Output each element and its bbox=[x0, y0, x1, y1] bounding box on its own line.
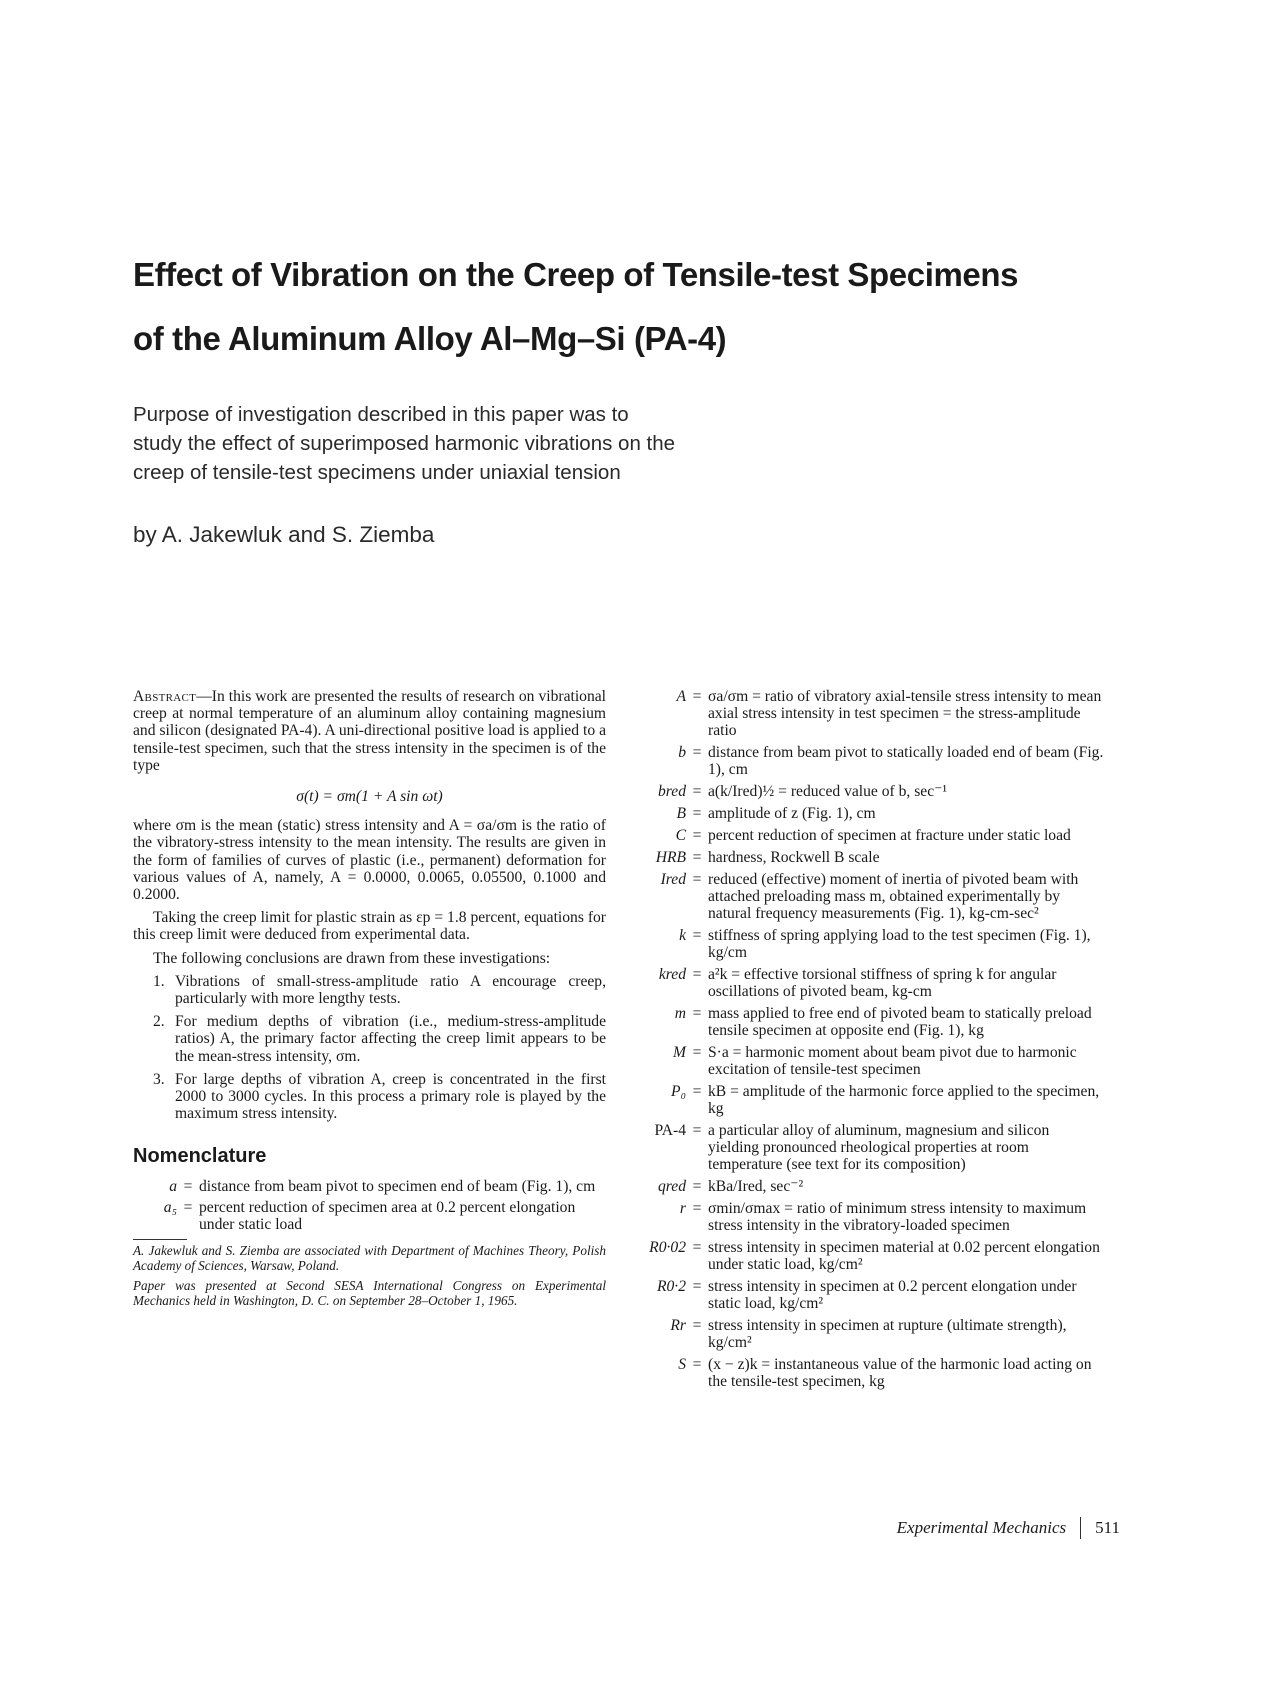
nomenclature-symbol: S bbox=[678, 1356, 686, 1373]
nomenclature-definition: stress intensity in specimen material at 0.02 percent elongation under static load, kg/cm² bbox=[708, 1239, 1100, 1273]
equals-sign: = bbox=[692, 849, 702, 866]
equals-sign: = bbox=[183, 1198, 193, 1216]
nomenclature-definition: a particular alloy of aluminum, magnesium and silicon yielding pronounced rheological properties at room temperature (see text for its composition) bbox=[708, 1122, 1050, 1173]
nomenclature-entry bbox=[630, 805, 1104, 822]
equals-sign: = bbox=[183, 1177, 193, 1195]
conclusion-number: 2. bbox=[153, 1013, 165, 1031]
nomenclature-entry bbox=[630, 1083, 1104, 1117]
equals-sign: = bbox=[692, 827, 702, 844]
nomenclature-entry bbox=[630, 1005, 1104, 1039]
equals-sign: = bbox=[692, 1278, 702, 1295]
nomenclature-definition: kBa/Ired, sec⁻² bbox=[708, 1178, 804, 1195]
conclusion-item bbox=[133, 1013, 606, 1065]
nomenclature-symbol: A bbox=[676, 688, 686, 705]
paper-title bbox=[133, 243, 1133, 371]
nomenclature-definition: stiffness of spring applying load to the test specimen (Fig. 1), kg/cm bbox=[708, 927, 1091, 961]
nomenclature-definition: S·a = harmonic moment about beam pivot due to harmonic excitation of tensile-test specimen bbox=[708, 1044, 1077, 1078]
purpose-line-2: study the effect of superimposed harmonic vibrations on the bbox=[133, 432, 676, 455]
equals-sign: = bbox=[692, 1044, 702, 1061]
nomenclature-entry bbox=[630, 1044, 1104, 1078]
equals-sign: = bbox=[692, 1356, 702, 1373]
nomenclature-symbol: R0·02 bbox=[649, 1239, 686, 1256]
abstract-label: Abstract bbox=[133, 688, 197, 705]
equals-sign: = bbox=[692, 1317, 702, 1334]
nomenclature-entry bbox=[630, 1278, 1104, 1312]
nomenclature-entry bbox=[630, 827, 1104, 844]
purpose-line-3: creep of tensile-test specimens under uniaxial tension bbox=[133, 461, 621, 484]
stress-equation: σ(t) = σm(1 + A sin ωt) bbox=[296, 788, 443, 806]
title-line-2: of the Aluminum Alloy Al–Mg–Si (PA-4) bbox=[133, 320, 727, 357]
conclusion-text: For medium depths of vibration (i.e., medium-stress-amplitude ratios) A, the primary factor affecting the creep limit appears to be the mean-stress intensity, σm. bbox=[175, 1013, 606, 1065]
nomenclature-symbol: a bbox=[169, 1177, 177, 1195]
nomenclature-symbol: k bbox=[679, 927, 686, 944]
equals-sign: = bbox=[692, 783, 702, 800]
nomenclature-symbol: B bbox=[676, 805, 686, 822]
nomenclature-entry bbox=[630, 783, 1104, 800]
nomenclature-symbol: P₀ bbox=[671, 1083, 686, 1100]
abstract-paragraph-1 bbox=[133, 688, 606, 774]
nomenclature-symbol: bred bbox=[657, 783, 686, 800]
nomenclature-definition: reduced (effective) moment of inertia of pivoted beam with attached preloading mass m, obtained experimentally by natural frequency measurements (Fig. 1), kg-cm-sec² bbox=[708, 871, 1079, 922]
nomenclature-definition: σmin/σmax = ratio of minimum stress intensity to maximum stress intensity in the vibratory-loaded specimen bbox=[708, 1200, 1087, 1234]
abstract-text-1: —In this work are presented the results of research on vibrational creep at normal temperature of an aluminum alloy containing magnesium and silicon (designated PA-4). A uni-directional positive load is applied to a tensile-test specimen, such that the stress intensity in the specimen is of the type bbox=[133, 688, 606, 774]
nomenclature-entry bbox=[630, 1178, 1104, 1195]
nomenclature-definition: amplitude of z (Fig. 1), cm bbox=[708, 805, 876, 822]
nomenclature-entry bbox=[133, 1199, 606, 1233]
nomenclature-symbol: r bbox=[679, 1200, 686, 1217]
footer-divider bbox=[1080, 1517, 1081, 1539]
equals-sign: = bbox=[692, 1239, 702, 1256]
conclusion-text: For large depths of vibration A, creep is concentrated in the first 2000 to 3000 cycles. In this process a primary role is played by the maximum stress intensity. bbox=[175, 1070, 606, 1123]
equals-sign: = bbox=[692, 1122, 702, 1139]
nomenclature-definition: σa/σm = ratio of vibratory axial-tensile stress intensity to mean axial stress intensity in test specimen = the stress-amplitude ratio bbox=[708, 688, 1102, 739]
nomenclature-definition: percent reduction of specimen at fracture under static load bbox=[708, 827, 1071, 844]
nomenclature-definition: distance from beam pivot to statically loaded end of beam (Fig. 1), cm bbox=[708, 744, 1104, 778]
nomenclature-entry bbox=[630, 1122, 1104, 1173]
nomenclature-symbol: M bbox=[673, 1044, 686, 1061]
purpose-statement bbox=[133, 400, 773, 487]
nomenclature-entry bbox=[630, 688, 1104, 739]
conclusion-text: Vibrations of small-stress-amplitude ratio A encourage creep, particularly with more lengthy tests. bbox=[175, 972, 606, 1008]
nomenclature-entry bbox=[630, 1200, 1104, 1234]
left-column bbox=[133, 688, 606, 1315]
footnote-rule bbox=[133, 1239, 187, 1240]
conclusion-number: 1. bbox=[153, 972, 165, 990]
equals-sign: = bbox=[692, 688, 702, 705]
nomenclature-definition: (x − z)k = instantaneous value of the harmonic load acting on the tensile-test specimen, kg bbox=[708, 1356, 1092, 1390]
nomenclature-entry bbox=[630, 744, 1104, 778]
footnote-congress: Paper was presented at Second SESA International Congress on Experimental Mechanics held in Washington, D. C. on September 28–October 1, 1965. bbox=[133, 1278, 606, 1309]
abstract-paragraph-4: The following conclusions are drawn from these investigations: bbox=[153, 949, 551, 967]
abstract-paragraph-3: Taking the creep limit for plastic strain as εp = 1.8 percent, equations for this creep limit were deduced from experimental data. bbox=[133, 909, 606, 944]
nomenclature-symbol: m bbox=[674, 1005, 686, 1022]
equals-sign: = bbox=[692, 1200, 702, 1217]
page-number: 511 bbox=[1095, 1518, 1120, 1537]
nomenclature-definition: kB = amplitude of the harmonic force applied to the specimen, kg bbox=[708, 1083, 1100, 1117]
equals-sign: = bbox=[692, 1178, 702, 1195]
conclusions-list bbox=[133, 973, 606, 1123]
nomenclature-symbol: a₅ bbox=[163, 1198, 177, 1216]
page-footer bbox=[897, 1517, 1120, 1539]
nomenclature-definition: stress intensity in specimen at 0.2 percent elongation under static load, kg/cm² bbox=[708, 1278, 1077, 1312]
nomenclature-entry bbox=[630, 927, 1104, 961]
equals-sign: = bbox=[692, 871, 702, 888]
nomenclature-heading: Nomenclature bbox=[133, 1145, 267, 1168]
nomenclature-symbol: HRB bbox=[655, 849, 686, 866]
nomenclature-symbol: qred bbox=[657, 1178, 686, 1195]
nomenclature-definition: mass applied to free end of pivoted beam to statically preload tensile specimen at opposite end (Fig. 1), kg bbox=[708, 1005, 1092, 1039]
right-column bbox=[630, 688, 1104, 1395]
nomenclature-symbol: Ired bbox=[660, 871, 686, 888]
conclusion-item bbox=[133, 1071, 606, 1123]
nomenclature-definition: a(k/Ired)½ = reduced value of b, sec⁻¹ bbox=[708, 783, 948, 800]
nomenclature-entry bbox=[133, 1178, 606, 1195]
nomenclature-symbol: kred bbox=[658, 966, 686, 983]
nomenclature-symbol: Rr bbox=[670, 1317, 686, 1334]
nomenclature-entry bbox=[630, 871, 1104, 922]
equals-sign: = bbox=[692, 966, 702, 983]
title-line-1: Effect of Vibration on the Creep of Tensile-test Specimens bbox=[133, 256, 1019, 293]
nomenclature-entry bbox=[630, 1317, 1104, 1351]
equals-sign: = bbox=[692, 1083, 702, 1100]
author-byline: by A. Jakewluk and S. Ziemba bbox=[133, 522, 435, 547]
nomenclature-entry bbox=[630, 849, 1104, 866]
equals-sign: = bbox=[692, 927, 702, 944]
conclusion-number: 3. bbox=[153, 1070, 165, 1088]
nomenclature-symbol: R0·2 bbox=[656, 1278, 686, 1295]
footnote-affiliation: A. Jakewluk and S. Ziemba are associated with Department of Machines Theory, Polish Academy of Sciences, Warsaw, Poland. bbox=[133, 1243, 606, 1273]
nomenclature-entry bbox=[630, 1239, 1104, 1273]
nomenclature-symbol: C bbox=[675, 827, 686, 844]
purpose-line-1: Purpose of investigation described in this paper was to bbox=[133, 403, 629, 426]
nomenclature-definition: a²k = effective torsional stiffness of spring k for angular oscillations of pivoted beam, kg-cm bbox=[708, 966, 1057, 1000]
nomenclature-symbol: PA-4 bbox=[654, 1122, 686, 1139]
nomenclature-symbol: b bbox=[678, 744, 686, 761]
nomenclature-entry bbox=[630, 1356, 1104, 1390]
nomenclature-definition: percent reduction of specimen area at 0.2 percent elongation under static load bbox=[199, 1198, 576, 1234]
equals-sign: = bbox=[692, 1005, 702, 1022]
equals-sign: = bbox=[692, 744, 702, 761]
nomenclature-definition: distance from beam pivot to specimen end of beam (Fig. 1), cm bbox=[199, 1177, 596, 1195]
nomenclature-definition: stress intensity in specimen at rupture (ultimate strength), kg/cm² bbox=[708, 1317, 1067, 1351]
abstract-paragraph-2: where σm is the mean (static) stress intensity and A = σa/σm is the ratio of the vibratory-stress intensity to the mean intensity. The results are given in the form of families of curves of plastic (i.e., permanent) deformation for various values of A, namely, A = 0.0000, 0.0065, 0.05500, 0.1000 and 0.2000. bbox=[133, 817, 606, 904]
journal-name: Experimental Mechanics bbox=[896, 1518, 1067, 1537]
nomenclature-entry bbox=[630, 966, 1104, 1000]
conclusion-item bbox=[133, 973, 606, 1007]
equals-sign: = bbox=[692, 805, 702, 822]
nomenclature-definition: hardness, Rockwell B scale bbox=[708, 849, 880, 866]
